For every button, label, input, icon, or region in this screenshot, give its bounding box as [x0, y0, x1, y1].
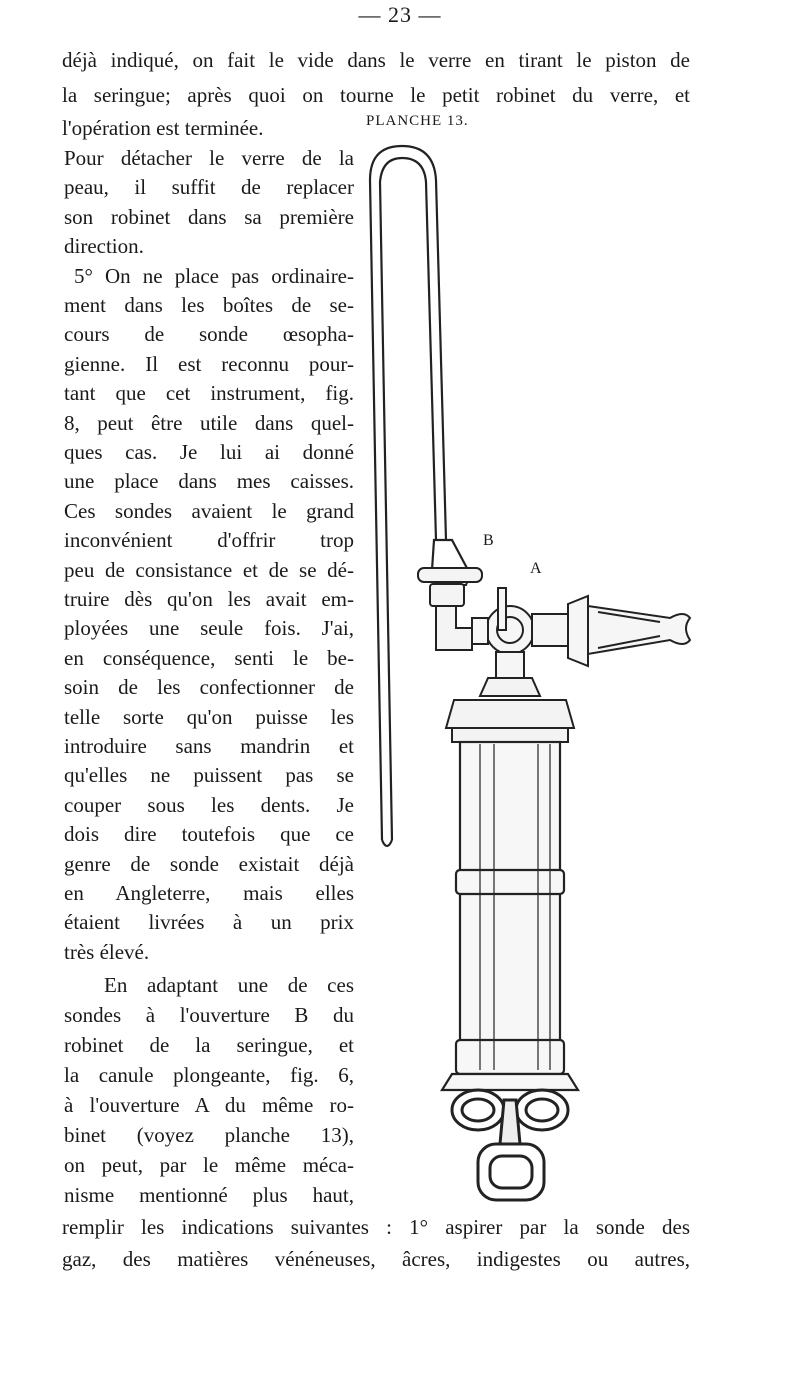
- column-text-line: telle sorte qu'on puisse les: [64, 704, 354, 729]
- column-text-line: en conséquence, senti le be-: [64, 645, 354, 670]
- column-text-line: en Angleterre, mais elles: [64, 881, 354, 905]
- column-text-line: direction.: [64, 234, 144, 259]
- column-text-line: une place dans mes caisses.: [64, 469, 354, 494]
- figure-label-a: A: [530, 560, 542, 577]
- column-text-line: nisme mentionné plus haut,: [64, 1183, 354, 1207]
- column-text-line: soin de les confectionner de: [64, 675, 354, 700]
- text-line: gaz, des matières vénéneuses, âcres, indigestes ou autres,: [62, 1247, 690, 1271]
- column-text-line: étaient livrées à un prix: [64, 910, 354, 935]
- column-text-line: qu'elles ne puissent pas se: [64, 763, 354, 788]
- column-text-line: peau, il suffit de replacer: [64, 175, 354, 200]
- column-text-line: ployées une seule fois. J'ai,: [64, 616, 354, 641]
- syringe-engraving: [360, 140, 705, 1210]
- finger-rings: [452, 1090, 568, 1200]
- column-text-line: sondes à l'ouverture B du: [64, 1003, 354, 1027]
- column-text-line: 5° On ne place pas ordinaire-: [74, 263, 354, 288]
- plate-label: PLANCHE 13.: [366, 113, 469, 129]
- column-text-line: son robinet dans sa première: [64, 204, 354, 229]
- text-line: déjà indiqué, on fait le vide dans le verre en tirant le piston de: [62, 48, 690, 72]
- column-text-line: Ces sondes avaient le grand: [64, 498, 354, 523]
- column-text-line: En adaptant une de ces: [104, 973, 354, 997]
- column-text-line: genre de sonde existait déjà: [64, 851, 354, 876]
- column-text-line: binet (voyez planche 13),: [64, 1123, 354, 1147]
- text-line: l'opération est terminée.: [62, 116, 264, 140]
- column-text-line: ques cas. Je lui ai donné: [64, 440, 354, 464]
- column-text-line: on peut, par le même méca-: [64, 1153, 354, 1177]
- column-text-line: truire dès qu'on les avait em-: [64, 587, 354, 611]
- figure-label-b: B: [483, 532, 494, 549]
- column-text-line: gienne. Il est reconnu pour-: [64, 351, 354, 376]
- column-text-line: couper sous les dents. Je: [64, 792, 354, 817]
- syringe-barrel: [442, 742, 578, 1090]
- text-line: la seringue; après quoi on tourne le petit robinet du verre, et: [62, 83, 690, 107]
- column-text-line: ment dans les boîtes de se-: [64, 293, 354, 317]
- column-text-line: robinet de la seringue, et: [64, 1033, 354, 1057]
- column-text-line: Pour détacher le verre de la: [64, 146, 354, 170]
- column-text-line: 8, peut être utile dans quel-: [64, 410, 354, 435]
- column-text-line: dois dire toutefois que ce: [64, 822, 354, 847]
- column-text-line: tant que cet instrument, fig.: [64, 381, 354, 406]
- column-text-line: inconvénient d'offrir trop: [64, 528, 354, 553]
- column-text-line: peu de consistance et de se dé-: [64, 557, 354, 582]
- column-text-line: à l'ouverture A du même ro-: [64, 1093, 354, 1117]
- stopcock: [472, 588, 570, 678]
- column-text-line: cours de sonde œsopha-: [64, 322, 354, 347]
- page-number: — 23 —: [358, 2, 442, 27]
- column-text-line: introduire sans mandrin et: [64, 734, 354, 758]
- column-text-line: la canule plongeante, fig. 6,: [64, 1063, 354, 1087]
- text-line: remplir les indications suivantes : 1° aspirer par la sonde des: [62, 1215, 690, 1239]
- column-text-line: très élevé.: [64, 939, 150, 964]
- plunging-cannula: [568, 596, 690, 666]
- syringe-head: [446, 678, 574, 742]
